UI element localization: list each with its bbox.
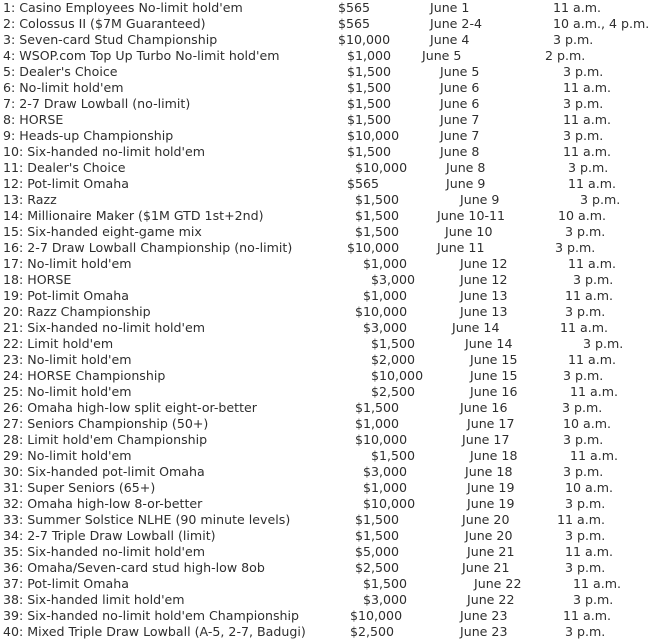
event-buyin: $10,000 <box>363 496 416 511</box>
event-date: June 10 <box>445 224 493 239</box>
event-date: June 23 <box>460 624 508 639</box>
event-row <box>0 480 665 496</box>
event-time: 10 a.m. <box>558 208 607 223</box>
event-buyin: $10,000 <box>347 240 400 255</box>
event-date: June 20 <box>465 528 513 543</box>
event-buyin: $2,500 <box>355 560 400 575</box>
event-buyin: $1,500 <box>347 96 392 111</box>
event-name: 13: Razz <box>3 192 57 207</box>
event-time: 11 a.m. <box>568 176 617 191</box>
event-date: June 9 <box>460 192 500 207</box>
event-buyin: $1,500 <box>355 400 400 415</box>
event-name: 35: Six-handed no-limit hold'em <box>3 544 206 559</box>
event-date: June 16 <box>460 400 508 415</box>
event-date: June 21 <box>467 544 515 559</box>
event-row <box>0 400 665 416</box>
event-date: June 16 <box>470 384 518 399</box>
event-time: 11 a.m. <box>573 576 622 591</box>
event-buyin: $10,000 <box>338 32 391 47</box>
event-row <box>0 224 665 240</box>
event-row <box>0 368 665 384</box>
event-name: 20: Razz Championship <box>3 304 151 319</box>
event-buyin: $2,000 <box>371 352 416 367</box>
event-buyin: $10,000 <box>371 368 424 383</box>
event-time: 3 p.m. <box>583 336 624 351</box>
event-name: 30: Six-handed pot-limit Omaha <box>3 464 205 479</box>
event-buyin: $1,500 <box>347 112 392 127</box>
event-name: 11: Dealer's Choice <box>3 160 126 175</box>
event-row <box>0 64 665 80</box>
event-name: 16: 2-7 Draw Lowball Championship (no-limit) <box>3 240 293 255</box>
event-row <box>0 176 665 192</box>
event-time: 11 a.m. <box>563 608 612 623</box>
event-buyin: $1,000 <box>363 256 408 271</box>
event-buyin: $1,500 <box>355 208 400 223</box>
event-name: 34: 2-7 Triple Draw Lowball (limit) <box>3 528 216 543</box>
event-row <box>0 448 665 464</box>
event-time: 3 p.m. <box>563 128 604 143</box>
event-date: June 6 <box>440 80 480 95</box>
event-time: 3 p.m. <box>565 528 606 543</box>
event-name: 26: Omaha high-low split eight-or-better <box>3 400 257 415</box>
event-row <box>0 192 665 208</box>
event-date: June 23 <box>460 608 508 623</box>
event-row <box>0 608 665 624</box>
event-buyin: $565 <box>347 176 380 191</box>
event-time: 3 p.m. <box>565 624 606 639</box>
event-name: 23: No-limit hold'em <box>3 352 132 367</box>
event-row <box>0 528 665 544</box>
event-buyin: $1,500 <box>355 512 400 527</box>
event-row <box>0 0 665 16</box>
event-row <box>0 144 665 160</box>
event-name: 22: Limit hold'em <box>3 336 114 351</box>
event-date: June 2-4 <box>430 16 482 31</box>
event-buyin: $10,000 <box>355 304 408 319</box>
event-time: 3 p.m. <box>565 560 606 575</box>
event-row <box>0 16 665 32</box>
event-name: 29: No-limit hold'em <box>3 448 132 463</box>
event-time: 3 p.m. <box>555 240 596 255</box>
event-date: June 22 <box>467 592 515 607</box>
event-buyin: $3,000 <box>363 592 408 607</box>
event-name: 27: Seniors Championship (50+) <box>3 416 209 431</box>
event-date: June 1 <box>430 0 470 15</box>
event-time: 10 a.m. <box>565 480 614 495</box>
event-row <box>0 256 665 272</box>
event-date: June 19 <box>467 496 515 511</box>
event-buyin: $1,500 <box>355 224 400 239</box>
event-time: 10 a.m., 4 p.m. <box>553 16 650 31</box>
event-row <box>0 352 665 368</box>
event-row <box>0 272 665 288</box>
event-date: June 15 <box>470 352 518 367</box>
event-time: 11 a.m. <box>563 80 612 95</box>
event-date: June 5 <box>422 48 462 63</box>
event-name: 6: No-limit hold'em <box>3 80 124 95</box>
event-time: 11 a.m. <box>563 144 612 159</box>
event-buyin: $1,500 <box>371 336 416 351</box>
event-date: June 11 <box>437 240 485 255</box>
event-time: 11 a.m. <box>560 320 609 335</box>
event-buyin: $565 <box>338 16 371 31</box>
event-row <box>0 320 665 336</box>
event-row <box>0 464 665 480</box>
event-row <box>0 48 665 64</box>
event-name: 36: Omaha/Seven-card stud high-low 8ob <box>3 560 265 575</box>
event-date: June 10-11 <box>437 208 506 223</box>
event-date: June 14 <box>465 336 513 351</box>
event-row <box>0 512 665 528</box>
event-name: 39: Six-handed no-limit hold'em Championship <box>3 608 299 623</box>
event-name: 18: HORSE <box>3 272 72 287</box>
event-name: 4: WSOP.com Top Up Turbo No-limit hold'em <box>3 48 280 63</box>
event-row <box>0 32 665 48</box>
event-buyin: $1,500 <box>363 576 408 591</box>
event-time: 3 p.m. <box>563 96 604 111</box>
event-date: June 22 <box>474 576 522 591</box>
event-buyin: $10,000 <box>350 608 403 623</box>
event-buyin: $1,500 <box>347 80 392 95</box>
event-date: June 18 <box>470 448 518 463</box>
event-time: 3 p.m. <box>563 64 604 79</box>
event-row <box>0 560 665 576</box>
event-buyin: $1,500 <box>347 64 392 79</box>
event-row <box>0 592 665 608</box>
event-row <box>0 416 665 432</box>
event-name: 12: Pot-limit Omaha <box>3 176 129 191</box>
event-date: June 14 <box>452 320 500 335</box>
event-time: 3 p.m. <box>573 592 614 607</box>
event-time: 3 p.m. <box>563 368 604 383</box>
event-date: June 18 <box>465 464 513 479</box>
event-buyin: $10,000 <box>355 432 408 447</box>
event-name: 10: Six-handed no-limit hold'em <box>3 144 206 159</box>
event-row <box>0 544 665 560</box>
event-time: 3 p.m. <box>565 224 606 239</box>
event-date: June 4 <box>430 32 470 47</box>
event-name: 38: Six-handed limit hold'em <box>3 592 185 607</box>
event-row <box>0 624 665 640</box>
event-name: 1: Casino Employees No-limit hold'em <box>3 0 243 15</box>
event-name: 37: Pot-limit Omaha <box>3 576 129 591</box>
event-date: June 20 <box>462 512 510 527</box>
event-row <box>0 304 665 320</box>
event-buyin: $565 <box>338 0 371 15</box>
event-time: 3 p.m. <box>562 400 603 415</box>
event-name: 14: Millionaire Maker ($1M GTD 1st+2nd) <box>3 208 264 223</box>
event-time: 3 p.m. <box>568 160 609 175</box>
event-time: 3 p.m. <box>565 304 606 319</box>
event-name: 31: Super Seniors (65+) <box>3 480 156 495</box>
event-date: June 7 <box>440 128 480 143</box>
event-name: 24: HORSE Championship <box>3 368 166 383</box>
event-time: 11 a.m. <box>553 0 602 15</box>
event-date: June 21 <box>462 560 510 575</box>
event-name: 2: Colossus II ($7M Guaranteed) <box>3 16 206 31</box>
event-time: 3 p.m. <box>563 432 604 447</box>
event-time: 11 a.m. <box>563 112 612 127</box>
event-name: 5: Dealer's Choice <box>3 64 118 79</box>
event-time: 2 p.m. <box>545 48 586 63</box>
event-time: 3 p.m. <box>573 272 614 287</box>
event-date: June 15 <box>470 368 518 383</box>
event-name: 3: Seven-card Stud Championship <box>3 32 218 47</box>
event-date: June 12 <box>460 256 508 271</box>
event-row <box>0 208 665 224</box>
event-buyin: $1,500 <box>347 144 392 159</box>
event-row <box>0 128 665 144</box>
event-row <box>0 336 665 352</box>
event-time: 3 p.m. <box>565 496 606 511</box>
event-buyin: $1,500 <box>355 528 400 543</box>
event-time: 11 a.m. <box>565 544 614 559</box>
event-date: June 5 <box>440 64 480 79</box>
event-date: June 7 <box>440 112 480 127</box>
event-buyin: $1,500 <box>371 448 416 463</box>
event-buyin: $1,000 <box>355 416 400 431</box>
event-name: 15: Six-handed eight-game mix <box>3 224 202 239</box>
event-time: 3 p.m. <box>563 464 604 479</box>
event-date: June 19 <box>467 480 515 495</box>
event-name: 21: Six-handed no-limit hold'em <box>3 320 206 335</box>
event-date: June 13 <box>460 304 508 319</box>
event-time: 10 a.m. <box>563 416 612 431</box>
event-name: 19: Pot-limit Omaha <box>3 288 129 303</box>
event-row <box>0 432 665 448</box>
event-buyin: $1,000 <box>347 48 392 63</box>
event-row <box>0 160 665 176</box>
event-name: 28: Limit hold'em Championship <box>3 432 208 447</box>
event-buyin: $3,000 <box>363 464 408 479</box>
event-row <box>0 288 665 304</box>
event-time: 3 p.m. <box>580 192 621 207</box>
event-name: 33: Summer Solstice NLHE (90 minute levels) <box>3 512 291 527</box>
event-date: June 12 <box>460 272 508 287</box>
event-buyin: $10,000 <box>355 160 408 175</box>
event-buyin: $1,000 <box>363 288 408 303</box>
event-name: 9: Heads-up Championship <box>3 128 174 143</box>
event-time: 11 a.m. <box>568 352 617 367</box>
event-date: June 8 <box>446 160 486 175</box>
event-date: June 17 <box>467 416 515 431</box>
event-name: 32: Omaha high-low 8-or-better <box>3 496 203 511</box>
event-time: 11 a.m. <box>557 512 606 527</box>
event-date: June 17 <box>462 432 510 447</box>
event-date: June 6 <box>440 96 480 111</box>
event-time: 11 a.m. <box>565 288 614 303</box>
event-buyin: $3,000 <box>371 272 416 287</box>
event-row <box>0 576 665 592</box>
event-name: 40: Mixed Triple Draw Lowball (A-5, 2-7, Badugi) <box>3 624 306 639</box>
event-buyin: $5,000 <box>355 544 400 559</box>
event-time: 3 p.m. <box>553 32 594 47</box>
event-buyin: $2,500 <box>371 384 416 399</box>
event-name: 7: 2-7 Draw Lowball (no-limit) <box>3 96 191 111</box>
event-row <box>0 240 665 256</box>
event-buyin: $10,000 <box>347 128 400 143</box>
event-time: 11 a.m. <box>570 448 619 463</box>
event-row <box>0 384 665 400</box>
event-time: 11 a.m. <box>570 384 619 399</box>
event-name: 17: No-limit hold'em <box>3 256 132 271</box>
event-buyin: $2,500 <box>350 624 395 639</box>
event-date: June 8 <box>440 144 480 159</box>
event-buyin: $1,500 <box>355 192 400 207</box>
event-buyin: $1,000 <box>363 480 408 495</box>
event-date: June 13 <box>460 288 508 303</box>
event-name: 25: No-limit hold'em <box>3 384 132 399</box>
event-row <box>0 80 665 96</box>
event-date: June 9 <box>446 176 486 191</box>
event-row <box>0 496 665 512</box>
event-time: 11 a.m. <box>568 256 617 271</box>
event-name: 8: HORSE <box>3 112 64 127</box>
event-buyin: $3,000 <box>363 320 408 335</box>
event-row <box>0 112 665 128</box>
event-row <box>0 96 665 112</box>
